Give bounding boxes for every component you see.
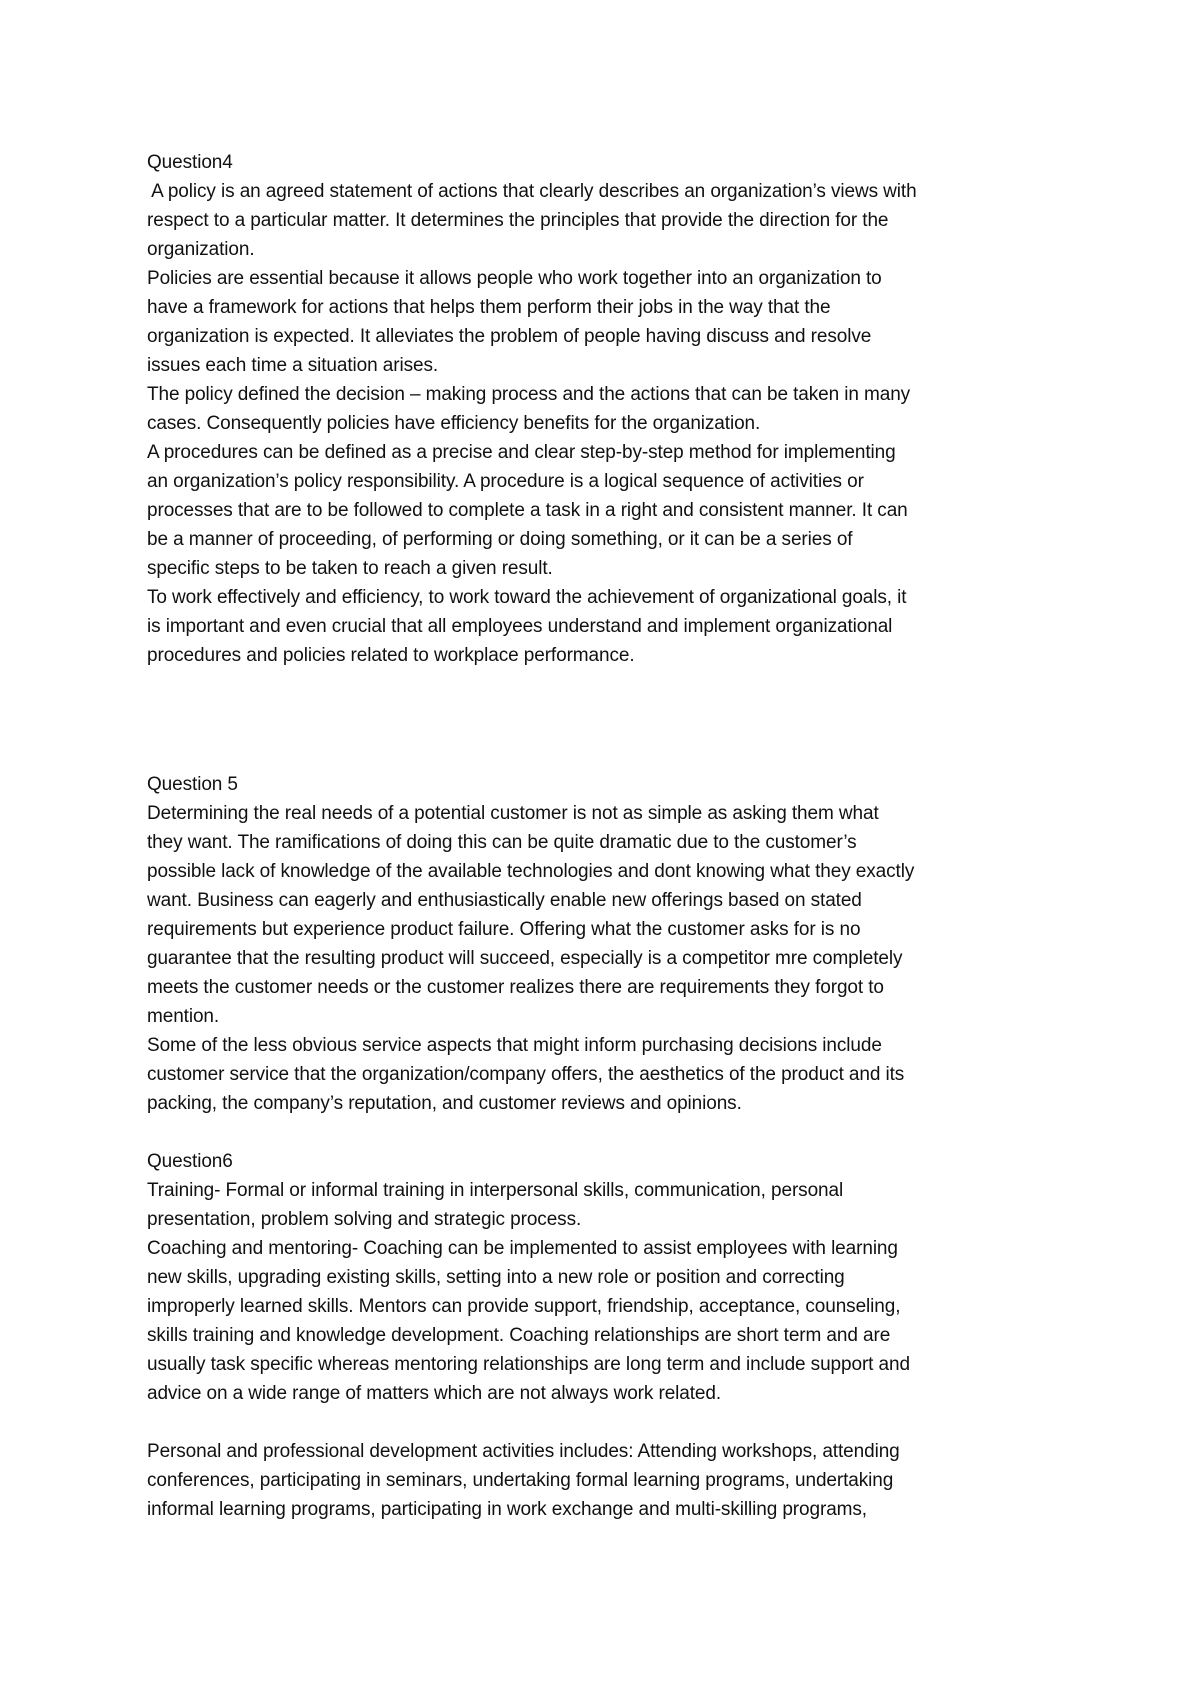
question6-line: improperly learned skills. Mentors can provide support, friendship, acceptance, counseling, bbox=[147, 1296, 901, 1317]
question5-line: possible lack of knowledge of the available technologies and dont knowing what they exactly bbox=[147, 861, 915, 882]
question5-line: guarantee that the resulting product will succeed, especially is a competitor mre completely bbox=[147, 948, 903, 969]
question4-line: To work effectively and efficiency, to work toward the achievement of organizational goals, it bbox=[147, 587, 907, 608]
question4-line: organization is expected. It alleviates the problem of people having discuss and resolve bbox=[147, 326, 872, 347]
question4-line: The policy defined the decision – making process and the actions that can be taken in many bbox=[147, 384, 911, 405]
question4-line: cases. Consequently policies have efficiency benefits for the organization. bbox=[147, 413, 761, 434]
question5-line: packing, the company’s reputation, and customer reviews and opinions. bbox=[147, 1093, 742, 1114]
question5-line: Some of the less obvious service aspects that might inform purchasing decisions include bbox=[147, 1035, 882, 1056]
question6-line: presentation, problem solving and strategic process. bbox=[147, 1209, 582, 1230]
question5-line: customer service that the organization/company offers, the aesthetics of the product and its bbox=[147, 1064, 905, 1085]
question6-development-line: informal learning programs, participating in work exchange and multi-skilling programs, bbox=[147, 1499, 867, 1520]
question4-line: A policy is an agreed statement of actions that clearly describes an organization’s views with bbox=[147, 181, 917, 202]
question6-line: Training- Formal or informal training in interpersonal skills, communication, personal bbox=[147, 1180, 844, 1201]
question4-line: Policies are essential because it allows people who work together into an organization to bbox=[147, 268, 882, 289]
question5-line: mention. bbox=[147, 1006, 220, 1027]
question4-line: A procedures can be defined as a precise and clear step-by-step method for implementing bbox=[147, 442, 896, 463]
question5-line: Determining the real needs of a potential customer is not as simple as asking them what bbox=[147, 803, 879, 824]
question4-line: is important and even crucial that all employees understand and implement organizational bbox=[147, 616, 893, 637]
question4-line: respect to a particular matter. It determines the principles that provide the direction for the bbox=[147, 210, 889, 231]
question5-line: they want. The ramifications of doing this can be quite dramatic due to the customer’s bbox=[147, 832, 857, 853]
question5-heading: Question 5 bbox=[147, 774, 238, 795]
question4-line: have a framework for actions that helps them perform their jobs in the way that the bbox=[147, 297, 831, 318]
question4-heading: Question4 bbox=[147, 152, 233, 173]
question6-line: skills training and knowledge development. Coaching relationships are short term and are bbox=[147, 1325, 891, 1346]
question5-line: want. Business can eagerly and enthusiastically enable new offerings based on stated bbox=[147, 890, 862, 911]
question4-line: organization. bbox=[147, 239, 255, 260]
question6-development-line: conferences, participating in seminars, undertaking formal learning programs, undertaking bbox=[147, 1470, 894, 1491]
question4-line: be a manner of proceeding, of performing or doing something, or it can be a series of bbox=[147, 529, 853, 550]
question4-line: procedures and policies related to workplace performance. bbox=[147, 645, 635, 666]
question5-line: requirements but experience product failure. Offering what the customer asks for is no bbox=[147, 919, 861, 940]
question6-line: new skills, upgrading existing skills, setting into a new role or position and correcting bbox=[147, 1267, 845, 1288]
question6-line: usually task specific whereas mentoring relationships are long term and include support and bbox=[147, 1354, 910, 1375]
question6-line: Coaching and mentoring- Coaching can be implemented to assist employees with learning bbox=[147, 1238, 898, 1259]
question4-line: specific steps to be taken to reach a given result. bbox=[147, 558, 553, 579]
question4-line: issues each time a situation arises. bbox=[147, 355, 439, 376]
question6-heading: Question6 bbox=[147, 1151, 233, 1172]
question4-line: an organization’s policy responsibility. A procedure is a logical sequence of activities or bbox=[147, 471, 864, 492]
question5-line: meets the customer needs or the customer realizes there are requirements they forgot to bbox=[147, 977, 884, 998]
question6-development-line: Personal and professional development activities includes: Attending workshops, attending bbox=[147, 1441, 900, 1462]
question6-line: advice on a wide range of matters which are not always work related. bbox=[147, 1383, 722, 1404]
question4-line: processes that are to be followed to complete a task in a right and consistent manner. It can bbox=[147, 500, 908, 521]
